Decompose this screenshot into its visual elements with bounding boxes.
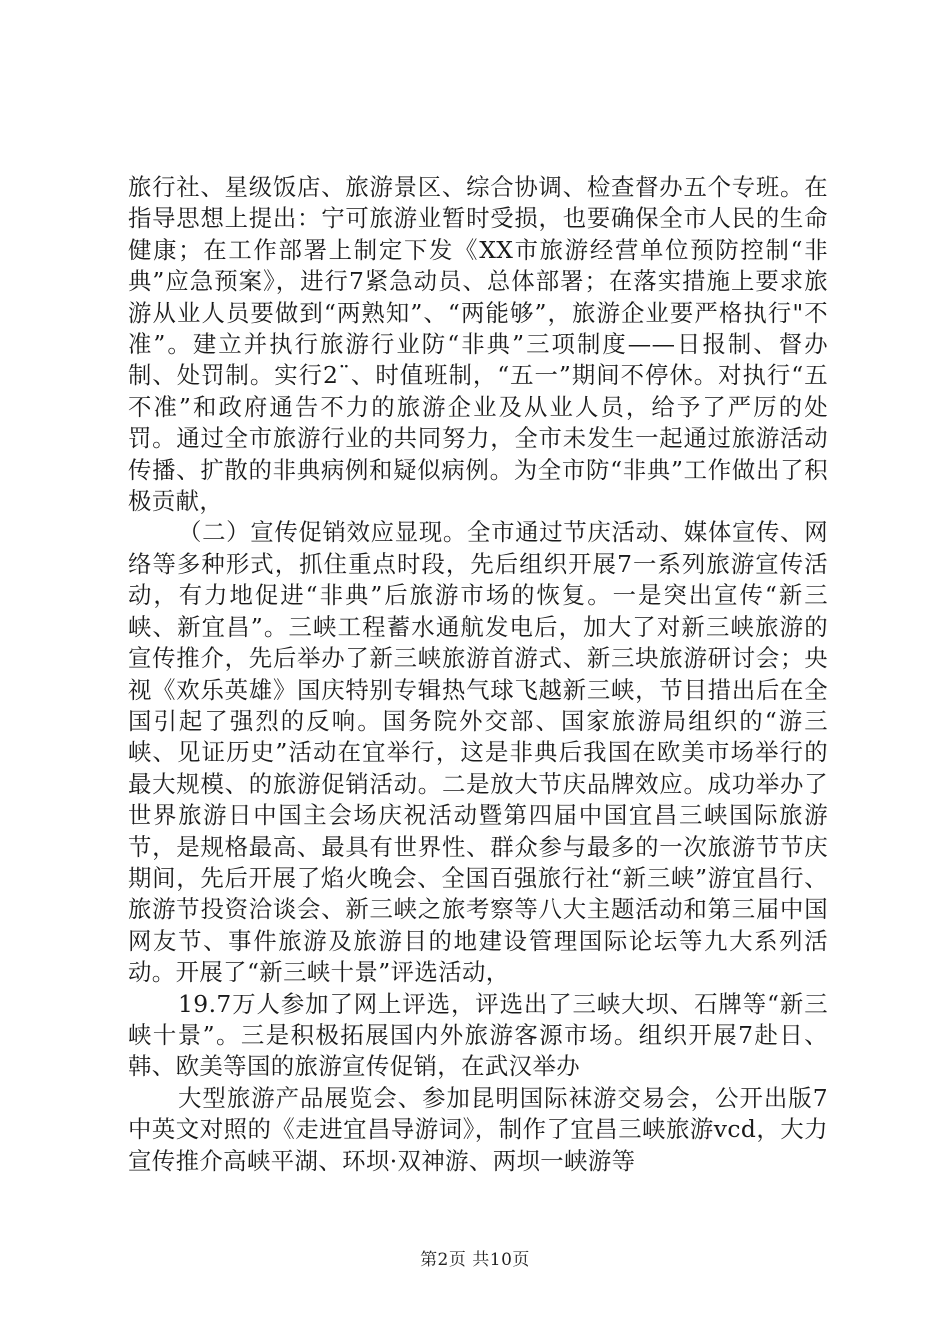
paragraph: （二）宣传促销效应显现。全市通过节庆活动、媒体宣传、网络等多种形式，抓住重点时段，先后组织开展7一系列旅游宣传活动，有力地促进“非典”后旅游市场的恢复。一是突出宣传“新三峡、新宜昌”。三峡工程蓄水通航发电后，加大了对新三峡旅游的宣传推介，先后举办了新三峡旅游首游式、新三块旅游研讨会；央视《欢乐英雄》国庆特别专辑热气球飞越新三峡，节目措出后在全国引起了强烈的反响。国务院外交部、国家旅游局组织的“游三峡、见证历史”活动在宜举行，这是非典后我国在欧美市场举行的最大规模、的旅游促销活动。二是放大节庆品牌效应。成功举办了世界旅游日中国主会场庆祝活动暨第四届中国宜昌三峡国际旅游节，是规格最高、最具有世界性、群众参与最多的一次旅游节节庆期间，先后开展了焰火晚会、全国百强旅行社“新三峡”游宜昌行、旅游节投资洽谈会、新三峡之旅考察等八大主题活动和第三届中国网友节、事件旅游及旅游目的地建设管理国际论坛等九大系列活动。开展了“新三峡十景”评选活动， xyxy=(128,518,828,987)
paragraph: 旅行社、星级饭店、旅游景区、综合协调、检查督办五个专班。在指导思想上提出：宁可旅游业暂时受损，也要确保全市人民的生命健康；在工作部署上制定下发《XX市旅游经营单位预防控制“非典”应急预案》，进行7紧急动员、总体部署；在落实措施上要求旅游从业人员要做到“两熟知”、“两能够”，旅游企业要严格执行"不准”。建立并执行旅游行业防“非典”三项制度——日报制、督办制、处罚制。实行2¨、时值班制，“五一”期间不停休。对执行“五不准”和政府通告不力的旅游企业及从业人员，给予了严厉的处罚。通过全市旅游行业的共同努力，全市未发生一起通过旅游活动传播、扩散的非典病例和疑似病例。为全市防“非典”工作做出了积极贡献， xyxy=(128,173,828,516)
document-body xyxy=(128,172,828,1177)
page-number-footer: 第2页 共10页 xyxy=(420,1250,530,1270)
paragraph: 19.7万人参加了网上评选，评选出了三峡大坝、石牌等“新三峡十景”。三是积极拓展国内外旅游客源市场。组织开展7赴日、韩、欧美等国的旅游宣传促销，在武汉举办 xyxy=(128,989,828,1081)
paragraph: 大型旅游产品展览会、参加昆明国际袜游交易会，公开出版7中英文对照的《走进宜昌导游词》，制作了宜昌三峡旅游vcd，大力宣传推介高峡平湖、环坝·双神游、两坝一峡游等 xyxy=(128,1083,828,1175)
